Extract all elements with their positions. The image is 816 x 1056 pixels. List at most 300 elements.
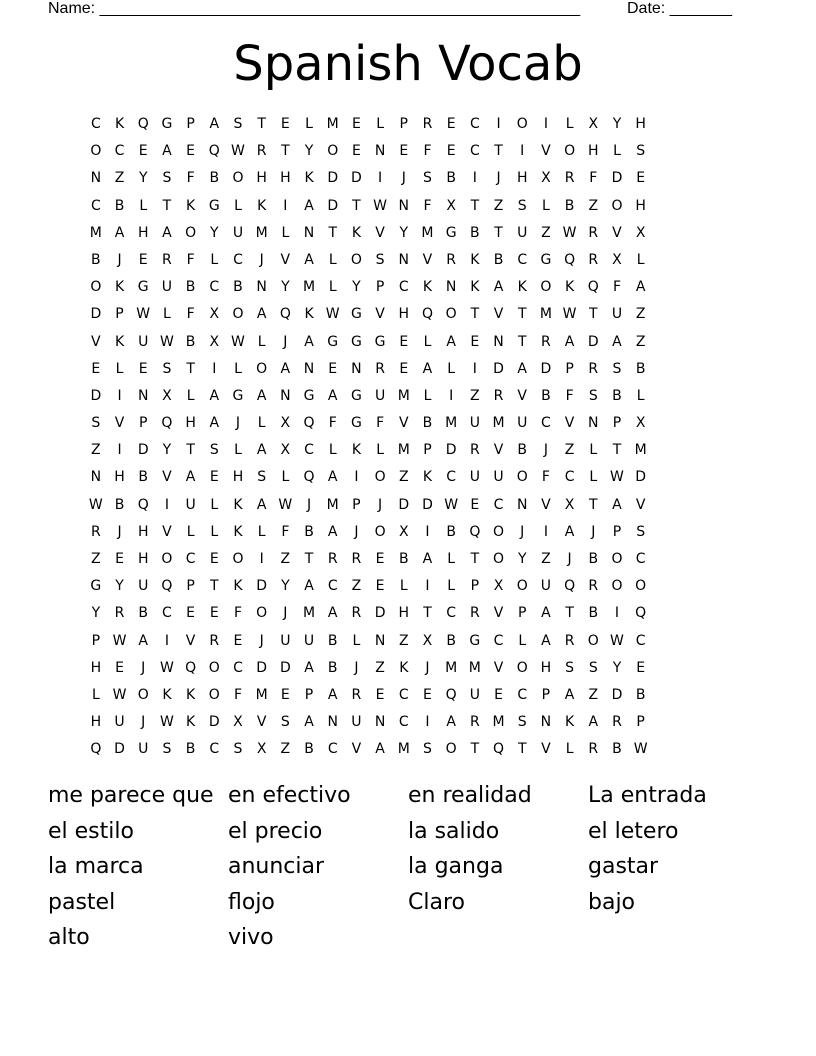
grid-letter[interactable]: B	[517, 442, 528, 459]
grid-letter[interactable]: U	[185, 496, 196, 513]
grid-letter[interactable]: Q	[469, 523, 481, 540]
grid-letter[interactable]: K	[422, 469, 433, 486]
grid-letter[interactable]: Q	[587, 279, 599, 296]
grid-letter[interactable]: U	[161, 279, 173, 296]
grid-letter[interactable]: X	[280, 442, 291, 459]
grid-letter[interactable]: D	[587, 333, 599, 350]
grid-letter[interactable]: L	[257, 523, 266, 540]
grid-letter[interactable]: Z	[470, 387, 480, 404]
grid-letter[interactable]: A	[493, 279, 504, 296]
grid-letter[interactable]: N	[351, 360, 362, 377]
grid-letter[interactable]: Q	[564, 251, 576, 268]
grid-letter[interactable]: C	[635, 632, 646, 649]
grid-letter[interactable]: R	[588, 251, 599, 268]
grid-letter[interactable]: S	[423, 741, 432, 758]
grid-letter[interactable]: Y	[352, 279, 361, 296]
grid-letter[interactable]: C	[446, 469, 457, 486]
grid-letter[interactable]: L	[352, 632, 361, 649]
grid-letter[interactable]: E	[470, 333, 480, 350]
grid-letter[interactable]: L	[139, 197, 148, 214]
grid-letter[interactable]: M	[302, 605, 316, 622]
grid-letter[interactable]: B	[470, 224, 480, 241]
grid-letter[interactable]: D	[114, 741, 125, 758]
grid-letter[interactable]: S	[162, 741, 172, 758]
grid-letter[interactable]: L	[376, 442, 384, 459]
grid-letter[interactable]: V	[493, 306, 504, 323]
grid-letter[interactable]: Y	[281, 578, 290, 595]
grid-letter[interactable]: I	[425, 714, 430, 731]
grid-letter[interactable]: H	[635, 197, 646, 214]
grid-letter[interactable]: O	[208, 659, 220, 676]
grid-letter[interactable]: Y	[612, 116, 622, 132]
grid-letter[interactable]: Z	[588, 686, 599, 703]
grid-letter[interactable]: N	[90, 170, 102, 187]
grid-letter[interactable]: L	[234, 197, 242, 214]
grid-letter[interactable]: X	[233, 714, 243, 731]
grid-letter[interactable]: L	[257, 333, 266, 350]
grid-letter[interactable]: O	[611, 578, 623, 595]
grid-letter[interactable]: M	[326, 116, 339, 132]
grid-letter[interactable]: K	[233, 496, 243, 513]
grid-letter[interactable]: G	[350, 387, 362, 404]
grid-letter[interactable]: U	[280, 632, 291, 649]
grid-letter[interactable]: Z	[375, 659, 385, 676]
grid-letter[interactable]: Q	[208, 143, 220, 160]
grid-letter[interactable]: N	[90, 469, 102, 486]
grid-letter[interactable]: H	[90, 659, 102, 676]
grid-letter[interactable]: K	[114, 333, 125, 350]
grid-letter[interactable]: S	[162, 170, 172, 187]
grid-letter[interactable]: N	[588, 415, 599, 432]
grid-letter[interactable]: D	[422, 496, 433, 513]
grid-letter[interactable]: E	[446, 143, 456, 160]
grid-letter[interactable]: L	[210, 496, 219, 513]
grid-letter[interactable]: J	[117, 251, 122, 268]
grid-letter[interactable]: P	[186, 116, 195, 132]
grid-letter[interactable]: O	[516, 578, 528, 595]
grid-letter[interactable]: L	[613, 143, 621, 160]
grid-letter[interactable]: R	[209, 632, 220, 649]
grid-letter[interactable]: L	[518, 632, 527, 649]
grid-letter[interactable]: H	[398, 306, 410, 323]
grid-letter[interactable]: T	[612, 442, 622, 459]
grid-letter[interactable]: M	[89, 224, 102, 241]
grid-letter[interactable]: N	[445, 279, 457, 296]
grid-letter[interactable]: L	[589, 442, 598, 459]
grid-letter[interactable]: L	[91, 686, 100, 703]
grid-letter[interactable]: A	[541, 605, 551, 622]
grid-letter[interactable]: L	[447, 578, 456, 595]
grid-letter[interactable]: C	[564, 469, 575, 486]
grid-letter[interactable]: A	[327, 523, 338, 540]
grid-letter[interactable]: F	[328, 415, 337, 432]
grid-letter[interactable]: U	[351, 714, 362, 731]
grid-letter[interactable]: R	[564, 170, 575, 187]
grid-letter[interactable]: A	[256, 496, 267, 513]
grid-letter[interactable]: L	[565, 116, 574, 132]
grid-letter[interactable]: O	[611, 197, 623, 214]
grid-letter[interactable]: B	[588, 551, 599, 567]
grid-letter[interactable]: L	[115, 360, 124, 377]
grid-letter[interactable]: C	[541, 415, 551, 432]
grid-letter[interactable]: V	[541, 741, 551, 758]
grid-letter[interactable]: H	[185, 415, 196, 432]
grid-letter[interactable]: B	[588, 605, 599, 622]
grid-letter[interactable]: V	[375, 224, 385, 241]
grid-letter[interactable]: I	[425, 578, 430, 595]
grid-letter[interactable]: X	[493, 578, 504, 595]
grid-letter[interactable]: G	[137, 279, 149, 296]
grid-letter[interactable]: T	[517, 333, 527, 350]
grid-letter[interactable]: G	[445, 224, 457, 241]
grid-letter[interactable]: H	[232, 469, 244, 486]
grid-letter[interactable]: C	[304, 442, 314, 459]
grid-letter[interactable]: T	[494, 143, 503, 160]
grid-letter[interactable]: R	[541, 333, 551, 350]
grid-letter[interactable]: M	[326, 496, 339, 513]
grid-letter[interactable]: J	[283, 605, 288, 622]
grid-letter[interactable]: L	[186, 523, 195, 540]
grid-letter[interactable]: D	[137, 442, 149, 459]
grid-letter[interactable]: X	[446, 197, 456, 214]
grid-letter[interactable]: G	[469, 632, 481, 649]
grid-letter[interactable]: A	[256, 442, 267, 459]
grid-letter[interactable]: V	[541, 496, 551, 513]
grid-letter[interactable]: U	[611, 306, 623, 323]
grid-letter[interactable]: C	[233, 251, 243, 268]
grid-letter[interactable]: K	[565, 714, 575, 731]
grid-letter[interactable]: L	[234, 442, 242, 459]
grid-letter[interactable]: B	[138, 469, 149, 486]
grid-letter[interactable]: W	[562, 224, 577, 241]
grid-letter[interactable]: B	[635, 360, 646, 377]
grid-letter[interactable]: P	[115, 306, 124, 323]
grid-letter[interactable]: I	[543, 116, 548, 132]
grid-letter[interactable]: Y	[138, 170, 148, 187]
grid-letter[interactable]: R	[612, 714, 622, 731]
grid-letter[interactable]: F	[541, 469, 550, 486]
grid-letter[interactable]: Z	[588, 197, 599, 214]
grid-letter[interactable]: J	[520, 523, 525, 540]
grid-letter[interactable]: T	[281, 143, 290, 160]
grid-letter[interactable]: N	[398, 197, 410, 214]
grid-letter[interactable]: Q	[303, 469, 315, 486]
grid-letter[interactable]: A	[209, 415, 220, 432]
grid-letter[interactable]: Y	[91, 605, 101, 622]
grid-letter[interactable]: F	[565, 387, 574, 404]
grid-letter[interactable]: L	[210, 523, 219, 540]
grid-letter[interactable]: J	[306, 496, 312, 513]
grid-letter[interactable]: M	[634, 442, 647, 459]
grid-letter[interactable]: W	[136, 306, 151, 323]
grid-letter[interactable]: C	[398, 686, 409, 703]
grid-letter[interactable]: V	[185, 632, 196, 649]
grid-letter[interactable]: A	[327, 686, 338, 703]
grid-letter[interactable]: P	[636, 714, 645, 731]
grid-letter[interactable]: I	[259, 551, 264, 567]
grid-letter[interactable]: N	[303, 224, 315, 241]
grid-letter[interactable]: R	[375, 360, 385, 377]
grid-letter[interactable]: O	[635, 578, 647, 595]
grid-letter[interactable]: B	[446, 170, 456, 187]
grid-letter[interactable]: L	[376, 116, 384, 132]
grid-letter[interactable]: I	[472, 170, 477, 187]
grid-letter[interactable]: W	[231, 143, 245, 160]
grid-letter[interactable]: R	[588, 224, 599, 241]
grid-letter[interactable]: U	[138, 333, 149, 350]
grid-letter[interactable]: Q	[445, 686, 457, 703]
grid-letter[interactable]: C	[90, 116, 101, 132]
grid-letter[interactable]: M	[445, 659, 458, 676]
grid-letter[interactable]: A	[327, 387, 338, 404]
grid-letter[interactable]: X	[209, 306, 220, 323]
grid-letter[interactable]: C	[493, 496, 504, 513]
grid-letter[interactable]: I	[117, 387, 122, 404]
grid-letter[interactable]: B	[304, 523, 314, 540]
grid-letter[interactable]: A	[114, 224, 125, 241]
grid-letter[interactable]: B	[114, 496, 125, 513]
grid-letter[interactable]: E	[186, 143, 196, 160]
grid-letter[interactable]: I	[378, 170, 383, 187]
grid-letter[interactable]: P	[91, 632, 101, 649]
grid-letter[interactable]: C	[493, 632, 504, 649]
grid-letter[interactable]: J	[235, 415, 241, 432]
grid-letter[interactable]: C	[327, 578, 338, 595]
grid-letter[interactable]: I	[212, 360, 217, 377]
grid-letter[interactable]: C	[398, 714, 409, 731]
grid-letter[interactable]: L	[328, 279, 337, 296]
grid-letter[interactable]: U	[517, 224, 528, 241]
grid-letter[interactable]: I	[520, 143, 525, 160]
grid-letter[interactable]: P	[399, 116, 408, 132]
grid-letter[interactable]: L	[447, 551, 456, 567]
grid-letter[interactable]: U	[540, 578, 552, 595]
grid-letter[interactable]: E	[186, 605, 196, 622]
grid-letter[interactable]: B	[114, 197, 125, 214]
grid-letter[interactable]: J	[591, 523, 596, 540]
grid-letter[interactable]: O	[516, 659, 528, 676]
grid-letter[interactable]: P	[138, 415, 148, 432]
grid-letter[interactable]: K	[351, 224, 361, 241]
grid-letter[interactable]: J	[543, 442, 548, 459]
grid-letter[interactable]: R	[469, 714, 480, 731]
grid-letter[interactable]: W	[112, 686, 127, 703]
grid-letter[interactable]: W	[159, 714, 174, 731]
grid-letter[interactable]: I	[283, 197, 288, 214]
grid-letter[interactable]: C	[114, 143, 125, 160]
grid-letter[interactable]: O	[445, 306, 457, 323]
grid-letter[interactable]: V	[162, 469, 172, 486]
grid-letter[interactable]: E	[375, 578, 385, 595]
grid-letter[interactable]: W	[444, 496, 459, 513]
grid-letter[interactable]: B	[635, 686, 646, 703]
grid-letter[interactable]: W	[159, 333, 174, 350]
grid-letter[interactable]: U	[469, 686, 480, 703]
grid-letter[interactable]: O	[493, 523, 505, 540]
grid-letter[interactable]: R	[588, 578, 599, 595]
grid-letter[interactable]: B	[446, 523, 456, 540]
grid-letter[interactable]: O	[161, 551, 173, 567]
grid-letter[interactable]: L	[210, 251, 219, 268]
grid-letter[interactable]: M	[255, 686, 268, 703]
grid-letter[interactable]: H	[137, 224, 149, 241]
grid-letter[interactable]: F	[423, 197, 432, 214]
grid-letter[interactable]: K	[233, 578, 243, 595]
grid-letter[interactable]: D	[611, 686, 623, 703]
grid-letter[interactable]: O	[256, 360, 268, 377]
grid-letter[interactable]: C	[446, 605, 457, 622]
grid-letter[interactable]: E	[138, 251, 148, 268]
grid-letter[interactable]: A	[612, 333, 622, 350]
grid-letter[interactable]: P	[565, 360, 574, 377]
grid-letter[interactable]: W	[159, 659, 174, 676]
grid-letter[interactable]: L	[589, 469, 598, 486]
grid-letter[interactable]: B	[446, 632, 456, 649]
grid-letter[interactable]: F	[186, 251, 195, 268]
grid-letter[interactable]: U	[469, 469, 480, 486]
grid-letter[interactable]: O	[587, 632, 599, 649]
grid-letter[interactable]: T	[517, 741, 527, 758]
grid-letter[interactable]: Z	[351, 578, 362, 595]
grid-letter[interactable]: J	[259, 632, 264, 649]
grid-letter[interactable]: R	[564, 632, 575, 649]
grid-letter[interactable]: A	[162, 143, 172, 160]
grid-letter[interactable]: I	[117, 442, 122, 459]
grid-letter[interactable]: W	[231, 333, 245, 350]
grid-letter[interactable]: D	[208, 714, 220, 731]
grid-letter[interactable]: C	[233, 659, 243, 676]
grid-letter[interactable]: A	[517, 360, 527, 377]
grid-letter[interactable]: B	[233, 279, 243, 296]
grid-letter[interactable]: T	[517, 306, 527, 323]
grid-letter[interactable]: A	[588, 714, 599, 731]
grid-letter[interactable]: W	[112, 632, 127, 649]
grid-letter[interactable]: E	[399, 143, 409, 160]
grid-letter[interactable]: N	[493, 333, 504, 350]
grid-letter[interactable]: W	[88, 496, 103, 513]
grid-letter[interactable]: M	[397, 387, 410, 404]
grid-letter[interactable]: C	[635, 551, 646, 567]
grid-letter[interactable]: J	[141, 659, 146, 676]
grid-letter[interactable]: S	[423, 170, 432, 187]
grid-letter[interactable]: P	[375, 279, 385, 296]
grid-letter[interactable]: G	[327, 333, 339, 350]
grid-letter[interactable]: A	[422, 551, 433, 567]
grid-letter[interactable]: H	[516, 170, 528, 187]
grid-letter[interactable]: V	[162, 523, 172, 540]
grid-letter[interactable]: K	[517, 279, 527, 296]
grid-letter[interactable]: R	[469, 442, 480, 459]
grid-letter[interactable]: K	[233, 523, 243, 540]
grid-letter[interactable]: O	[374, 469, 386, 486]
grid-letter[interactable]: J	[117, 523, 122, 540]
grid-letter[interactable]: N	[256, 279, 267, 296]
grid-letter[interactable]: J	[425, 659, 430, 676]
grid-letter[interactable]: R	[588, 741, 599, 758]
grid-letter[interactable]: E	[138, 360, 148, 377]
grid-letter[interactable]: Y	[281, 279, 290, 296]
grid-letter[interactable]: D	[256, 659, 268, 676]
grid-letter[interactable]: J	[378, 496, 383, 513]
grid-letter[interactable]: V	[280, 251, 291, 268]
grid-letter[interactable]: Z	[635, 333, 646, 350]
grid-letter[interactable]: T	[162, 197, 172, 214]
grid-letter[interactable]: G	[303, 387, 315, 404]
grid-letter[interactable]: A	[446, 714, 456, 731]
grid-letter[interactable]: W	[610, 469, 624, 486]
grid-letter[interactable]: H	[137, 523, 149, 540]
grid-letter[interactable]: J	[496, 170, 501, 187]
grid-letter[interactable]: V	[517, 387, 527, 404]
grid-letter[interactable]: N	[137, 387, 149, 404]
grid-letter[interactable]: G	[350, 306, 362, 323]
grid-letter[interactable]: E	[209, 551, 219, 567]
grid-letter[interactable]: E	[351, 116, 361, 132]
grid-letter[interactable]: L	[542, 197, 550, 214]
grid-letter[interactable]: T	[589, 306, 598, 323]
grid-letter[interactable]: W	[373, 197, 388, 214]
grid-letter[interactable]: Z	[280, 741, 291, 758]
grid-letter[interactable]: H	[114, 469, 125, 486]
grid-letter[interactable]: L	[447, 360, 456, 377]
grid-letter[interactable]: P	[517, 605, 527, 622]
grid-letter[interactable]: C	[185, 551, 196, 567]
grid-letter[interactable]: G	[540, 251, 552, 268]
grid-letter[interactable]: J	[354, 659, 359, 676]
grid-letter[interactable]: O	[540, 279, 552, 296]
grid-letter[interactable]: K	[114, 116, 125, 132]
grid-letter[interactable]: A	[327, 469, 338, 486]
grid-letter[interactable]: U	[374, 387, 386, 404]
grid-letter[interactable]: T	[304, 551, 314, 567]
grid-letter[interactable]: X	[256, 741, 267, 758]
grid-letter[interactable]: B	[185, 333, 196, 350]
grid-letter[interactable]: K	[114, 279, 125, 296]
grid-letter[interactable]: Z	[493, 197, 504, 214]
grid-letter[interactable]: O	[90, 143, 102, 160]
grid-letter[interactable]: A	[162, 224, 172, 241]
grid-letter[interactable]: W	[325, 306, 340, 323]
grid-letter[interactable]: E	[636, 659, 646, 676]
grid-letter[interactable]: Q	[161, 415, 173, 432]
grid-letter[interactable]: A	[635, 279, 646, 296]
grid-letter[interactable]: O	[611, 551, 623, 567]
grid-letter[interactable]: Q	[185, 659, 197, 676]
grid-letter[interactable]: G	[374, 333, 386, 350]
grid-letter[interactable]: C	[209, 741, 220, 758]
grid-letter[interactable]: Y	[399, 224, 409, 241]
grid-letter[interactable]: N	[398, 251, 410, 268]
grid-letter[interactable]: D	[90, 306, 102, 323]
grid-letter[interactable]: Y	[517, 551, 527, 567]
grid-letter[interactable]: J	[259, 251, 264, 268]
grid-letter[interactable]: S	[565, 659, 575, 676]
grid-letter[interactable]: A	[541, 632, 551, 649]
grid-letter[interactable]: E	[115, 551, 124, 567]
grid-letter[interactable]: K	[565, 279, 575, 296]
grid-letter[interactable]: S	[257, 469, 267, 486]
grid-letter[interactable]: V	[91, 333, 101, 350]
grid-letter[interactable]: I	[449, 387, 454, 404]
grid-letter[interactable]: I	[496, 116, 501, 132]
grid-letter[interactable]: T	[494, 224, 503, 241]
grid-letter[interactable]: G	[90, 578, 102, 595]
grid-letter[interactable]: S	[517, 714, 527, 731]
grid-letter[interactable]: P	[186, 578, 195, 595]
grid-letter[interactable]: J	[401, 170, 406, 187]
grid-letter[interactable]: I	[164, 632, 169, 649]
grid-letter[interactable]: X	[280, 415, 291, 432]
